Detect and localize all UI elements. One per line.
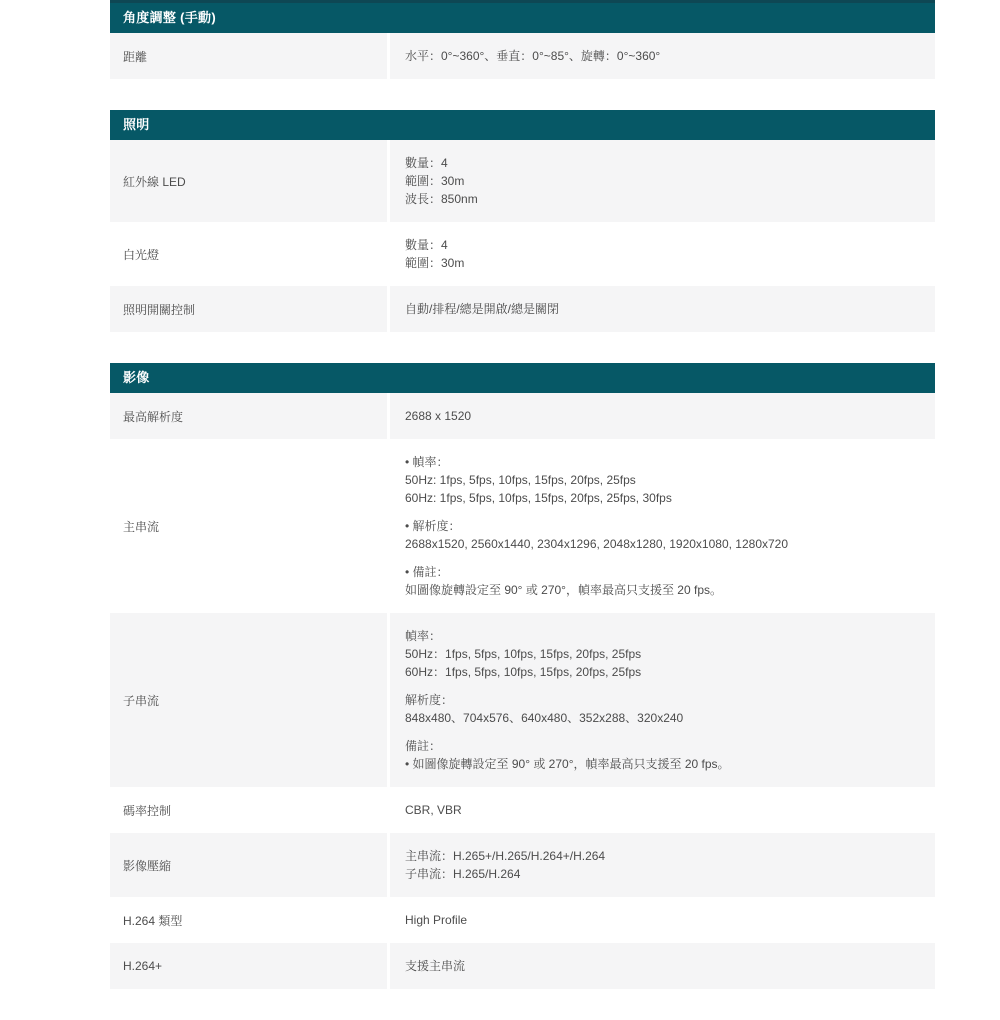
spec-row: [110, 393, 935, 439]
spec-line: 支援主串流: [405, 959, 466, 973]
spec-paragraph: [405, 801, 920, 819]
spec-row: [110, 943, 935, 989]
spec-value: [387, 286, 935, 332]
spec-label: 距離: [123, 49, 148, 64]
spec-label: H.264+: [123, 959, 163, 973]
spec-label: H.264 類型: [123, 913, 183, 928]
spec-line: 50Hz：1fps, 5fps, 10fps, 15fps, 20fps, 25fps: [405, 647, 642, 661]
spec-row: [110, 833, 935, 897]
spec-line: 備註：: [405, 739, 442, 753]
spec-label: 紅外線 LED: [123, 174, 186, 189]
spec-value: [387, 439, 935, 613]
spec-paragraph: [405, 957, 920, 975]
spec-line: • 幀率：: [405, 455, 449, 469]
spec-line: 解析度：: [405, 693, 454, 707]
spec-line: 自動/排程/總是開啟/總是關閉: [405, 302, 560, 316]
spec-value: [387, 393, 935, 439]
spec-paragraph: [405, 236, 920, 272]
spec-section-2: [110, 110, 935, 332]
spec-line: 50Hz: 1fps, 5fps, 10fps, 15fps, 20fps, 25fps: [405, 473, 636, 487]
spec-value: [387, 140, 935, 222]
spec-paragraph: [405, 407, 920, 425]
spec-value: [387, 222, 935, 286]
spec-paragraph: [405, 517, 920, 553]
spec-line: 如圖像旋轉設定至 90° 或 270°，幀率最高只支援至 20 fps。: [405, 583, 722, 597]
spec-paragraph: [405, 627, 920, 681]
spec-value: [387, 33, 935, 79]
spec-line: 波長：850nm: [405, 192, 478, 206]
section-header: 照明: [110, 110, 935, 140]
spec-value: [387, 787, 935, 833]
spec-paragraph: [405, 453, 920, 507]
spec-line: 2688x1520, 2560x1440, 2304x1296, 2048x1280, 1920x1080, 1280x720: [405, 537, 789, 551]
spec-paragraph: [405, 691, 920, 727]
spec-line: 水平：0°~360°、垂直：0°~85°、旋轉：0°~360°: [405, 49, 661, 63]
spec-line: 主串流：H.265+/H.265/H.264+/H.264: [405, 849, 606, 863]
spec-paragraph: [405, 847, 920, 883]
spec-row: [110, 33, 935, 79]
spec-label: 影像壓縮: [123, 858, 172, 873]
spec-paragraph: [405, 300, 920, 318]
spec-row: [110, 439, 935, 613]
spec-label: 白光燈: [123, 247, 160, 262]
spec-paragraph: [405, 154, 920, 208]
spec-row: [110, 897, 935, 943]
spec-line: 子串流：H.265/H.264: [405, 867, 521, 881]
spec-value: [387, 943, 935, 989]
spec-line: High Profile: [405, 913, 468, 927]
spec-line: 數量：4: [405, 156, 448, 170]
spec-line: 60Hz：1fps, 5fps, 10fps, 15fps, 20fps, 25fps: [405, 665, 642, 679]
spec-row: [110, 613, 935, 787]
spec-label: 主串流: [123, 519, 160, 534]
spec-line: 848x480、704x576、640x480、352x288、320x240: [405, 711, 684, 725]
spec-label: 子串流: [123, 693, 160, 708]
spec-line: 範圍：30m: [405, 174, 465, 188]
spec-value: [387, 897, 935, 943]
spec-label: 最高解析度: [123, 409, 184, 424]
spec-paragraph: [405, 47, 920, 65]
spec-row: [110, 286, 935, 332]
spec-line: • 備註：: [405, 565, 449, 579]
spec-line: • 如圖像旋轉設定至 90° 或 270°，幀率最高只支援至 20 fps。: [405, 757, 730, 771]
section-header: 影像: [110, 363, 935, 393]
section-header: 角度調整 (手動): [110, 3, 935, 33]
spec-line: 60Hz: 1fps, 5fps, 10fps, 15fps, 20fps, 25fps, 30fps: [405, 491, 672, 505]
spec-line: CBR, VBR: [405, 803, 462, 817]
spec-row: [110, 140, 935, 222]
spec-paragraph: [405, 563, 920, 599]
spec-label: 照明開關控制: [123, 302, 196, 317]
spec-line: 數量：4: [405, 238, 448, 252]
spec-line: 2688 x 1520: [405, 409, 472, 423]
spec-label: 碼率控制: [123, 803, 172, 818]
spec-line: • 解析度：: [405, 519, 461, 533]
spec-line: 幀率：: [405, 629, 442, 643]
spec-table: [110, 0, 935, 1020]
spec-section-1: [110, 3, 935, 79]
spec-line: 範圍：30m: [405, 256, 465, 270]
spec-section-3: [110, 363, 935, 989]
spec-row: [110, 787, 935, 833]
spec-value: [387, 833, 935, 897]
spec-value: [387, 613, 935, 787]
spec-row: [110, 222, 935, 286]
spec-paragraph: [405, 911, 920, 929]
spec-paragraph: [405, 737, 920, 773]
